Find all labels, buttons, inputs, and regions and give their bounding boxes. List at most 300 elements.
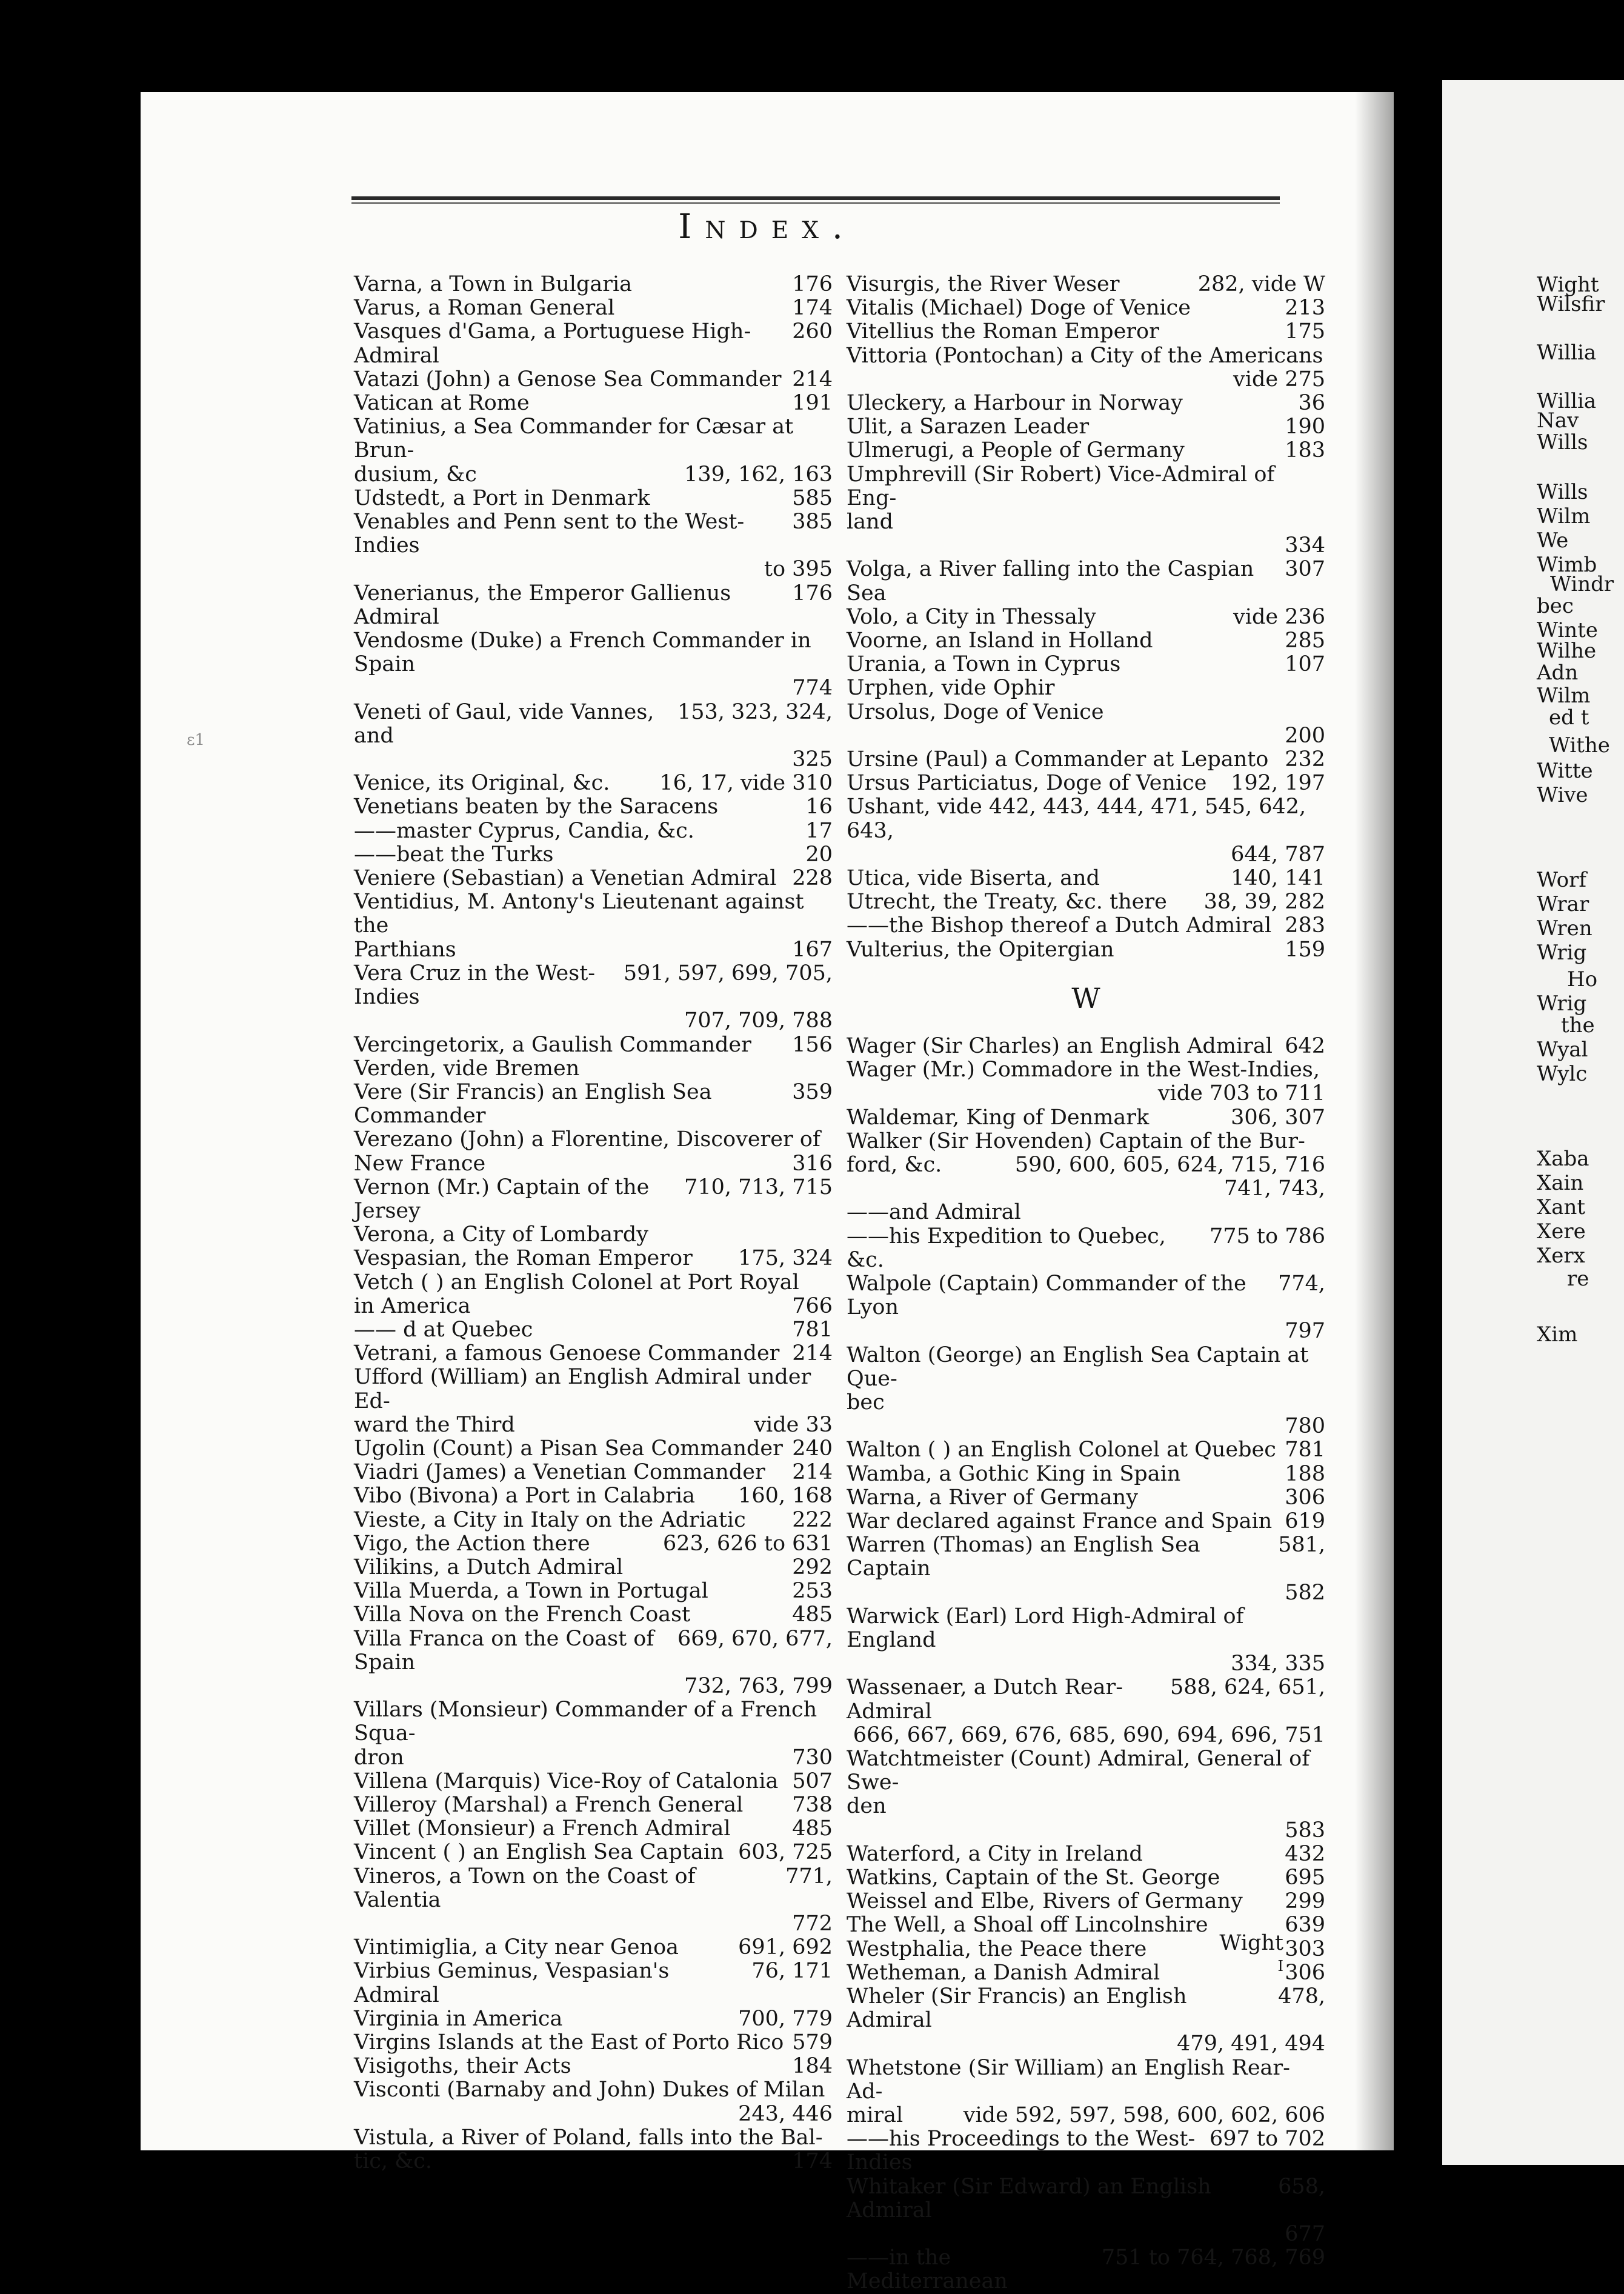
- index-entry: [354, 772, 833, 795]
- entry-pages: 306, 307: [1231, 1105, 1325, 1130]
- entry-heading: Vasques d'Gama, a Portuguese High-Admiral: [354, 319, 751, 368]
- entry-pages: 590, 600, 605, 624, 715, 716: [1014, 1152, 1325, 1177]
- index-entry: [847, 653, 1325, 676]
- entry-pages: 107: [1285, 652, 1325, 677]
- entry-heading: Verden, vide Bremen: [354, 1056, 580, 1081]
- entry-pages: 695: [1285, 1866, 1325, 1890]
- entry-pages: 619: [1285, 1509, 1325, 1533]
- index-entry: [354, 2078, 833, 2126]
- index-entry: [354, 1437, 833, 1461]
- entry-heading: Vespasian, the Roman Emperor: [354, 1246, 693, 1271]
- index-entry: [354, 1793, 833, 1817]
- entry-heading: tic, &c.: [354, 2149, 432, 2174]
- facing-page-text: Windr: [1550, 572, 1614, 596]
- entry-pages: 307: [1285, 557, 1325, 582]
- index-entry: [847, 1035, 1325, 1058]
- entry-pages: 478,: [1278, 1984, 1325, 2009]
- entry-pages-continued: 732, 763, 799: [684, 1673, 833, 1698]
- index-entry: [847, 1130, 1325, 1153]
- entry-heading: Utica, vide Biserta, and: [847, 866, 1100, 891]
- entry-heading: Vendosme (Duke) a French Commander in Spain: [354, 629, 811, 677]
- index-entry: [354, 1817, 833, 1841]
- facing-page-text: Withe: [1549, 733, 1610, 758]
- entry-heading: ——beat the Turks: [354, 842, 554, 867]
- entry-pages-continued: vide 703 to 711: [1157, 1081, 1325, 1106]
- entry-heading: Veniere (Sebastian) a Venetian Admiral: [354, 866, 777, 891]
- facing-page-text: Wrar: [1537, 892, 1589, 916]
- index-entry: [847, 1462, 1325, 1486]
- index-entry: [354, 1770, 833, 1793]
- entry-pages: 76, 171: [751, 1959, 833, 1984]
- facing-page-fragment: [1442, 80, 1624, 2165]
- entry-pages: 184: [792, 2054, 833, 2079]
- facing-page-text: ed t: [1549, 705, 1589, 730]
- index-entry: [354, 1128, 833, 1152]
- facing-page-text: Wren: [1537, 916, 1592, 941]
- index-entry: [847, 439, 1325, 462]
- left-index-column: [354, 273, 833, 2173]
- index-entry: [354, 582, 833, 629]
- index-entry: [354, 795, 833, 819]
- entry-pages: 730: [792, 1745, 833, 1770]
- facing-page-text: Adn: [1537, 661, 1579, 685]
- entry-pages-continued: 666, 667, 669, 676, 685, 690, 694, 696, 751: [853, 1722, 1325, 1747]
- entry-pages: 588, 624, 651,: [1170, 1675, 1325, 1700]
- entry-pages: 299: [1285, 1889, 1325, 1914]
- entry-heading: ——the Bishop thereof a Dutch Admiral: [847, 913, 1272, 938]
- index-entry: [354, 1841, 833, 1864]
- entry-pages: vide 33: [754, 1412, 833, 1437]
- entry-heading: Utrecht, the Treaty, &c. there: [847, 890, 1167, 915]
- entry-heading: Waterford, a City in Ireland: [847, 1841, 1143, 1866]
- index-entry: [354, 1484, 833, 1508]
- entry-heading: Weissel and Elbe, Rivers of Germany: [847, 1889, 1243, 1914]
- entry-pages-continued: 741, 743,: [1224, 1176, 1325, 1201]
- entry-heading: Ulit, a Sarazen Leader: [847, 415, 1090, 439]
- entry-heading: Watkins, Captain of the St. George: [847, 1866, 1220, 1890]
- index-entry: [847, 914, 1325, 938]
- index-entry: [847, 344, 1325, 392]
- index-entry: [354, 1746, 833, 1770]
- index-entry: [847, 1486, 1325, 1510]
- entry-pages-continued: 200: [1285, 723, 1325, 748]
- index-entry: [847, 1985, 1325, 2056]
- entry-heading: Wager (Mr.) Commadore in the West-Indies,: [847, 1058, 1320, 1082]
- entry-heading: Virginia in America: [354, 2006, 563, 2031]
- entry-pages: 190: [1285, 415, 1325, 439]
- entry-pages-continued: 325: [792, 747, 833, 772]
- entry-pages-continued: 479, 491, 494: [1177, 2032, 1325, 2056]
- index-entry: [354, 1603, 833, 1627]
- entry-heading: Venetians beaten by the Saracens: [354, 795, 719, 819]
- entry-pages: 175, 324: [738, 1246, 833, 1271]
- entry-pages: 285: [1285, 629, 1325, 653]
- entry-pages-continued: to 395: [764, 557, 833, 582]
- index-entry: [354, 890, 833, 938]
- entry-heading: Ugolin (Count) a Pisan Sea Commander: [354, 1436, 783, 1461]
- facing-page-text: Wilm: [1537, 684, 1591, 708]
- entry-heading: Wager (Sir Charles) an English Admiral: [847, 1033, 1273, 1058]
- entry-pages: 232: [1285, 747, 1325, 772]
- index-entry: [354, 320, 833, 367]
- entry-pages: 159: [1285, 937, 1325, 962]
- entry-pages: 240: [792, 1436, 833, 1461]
- index-entry: [354, 2031, 833, 2055]
- index-entry: [847, 1225, 1325, 1272]
- entry-pages: 585: [792, 485, 833, 510]
- entry-pages: 591, 597, 699, 705,: [623, 961, 833, 985]
- entry-heading: Vineros, a Town on the Coast of Valentia: [354, 1864, 696, 1912]
- index-entry: [847, 795, 1325, 867]
- index-entry: [847, 867, 1325, 890]
- entry-heading: Ursolus, Doge of Venice: [847, 699, 1104, 724]
- entry-heading: dusium, &c: [354, 462, 477, 487]
- entry-pages: 639: [1285, 1913, 1325, 1938]
- margin-mark: ɛ1: [187, 731, 205, 749]
- entry-heading: Urphen, vide Ophir: [847, 676, 1055, 701]
- entry-pages: 188: [1285, 1461, 1325, 1486]
- entry-pages: 303: [1285, 1936, 1325, 1961]
- index-entry: [354, 1318, 833, 1342]
- entry-heading: Wetheman, a Danish Admiral: [847, 1960, 1160, 1985]
- entry-pages-continued: vide 275: [1233, 367, 1325, 392]
- facing-page-text: Wilhe: [1537, 639, 1597, 663]
- index-entry: [847, 1153, 1325, 1201]
- entry-pages: 766: [792, 1293, 833, 1318]
- entry-pages: 153, 323, 324,: [677, 699, 833, 724]
- entry-heading: Vittoria (Pontochan) a City of the Americans: [847, 343, 1323, 368]
- entry-heading: Vulterius, the Opitergian: [847, 937, 1114, 962]
- entry-pages: vide 236: [1233, 604, 1325, 629]
- entry-pages-continued: 583: [1285, 1818, 1325, 1842]
- entry-pages-continued: 707, 709, 788: [684, 1009, 833, 1033]
- entry-heading: Villars (Monsieur) Commander of a French Squa-: [354, 1698, 817, 1746]
- index-entry: [354, 1698, 833, 1746]
- entry-heading: Vetrani, a famous Genoese Commander: [354, 1341, 780, 1366]
- entry-pages: 700, 779: [738, 2006, 833, 2031]
- entry-heading: Uleckery, a Harbour in Norway: [847, 391, 1183, 416]
- entry-pages: 658,: [1278, 2174, 1325, 2199]
- entry-heading: Voorne, an Island in Holland: [847, 629, 1153, 653]
- index-entry: [847, 2175, 1325, 2247]
- facing-page-text: Wills: [1537, 430, 1588, 455]
- index-entry: [847, 629, 1325, 653]
- entry-heading: Wamba, a Gothic King in Spain: [847, 1461, 1181, 1486]
- entry-heading: Visconti (Barnaby and John) Dukes of Milan: [354, 2078, 825, 2102]
- index-entry: [354, 1556, 833, 1579]
- index-entry: [354, 1295, 833, 1318]
- index-entry: [354, 1081, 833, 1128]
- index-entry: [847, 2246, 1325, 2293]
- entry-heading: Venerianus, the Emperor Gallienus Admiral: [354, 581, 731, 629]
- entry-pages-continued: 334: [1285, 533, 1325, 558]
- index-entry: [354, 2150, 833, 2173]
- entry-heading: Whitaker (Sir Edward) an English Admiral: [847, 2174, 1211, 2222]
- header-rule-thin: [351, 202, 1280, 204]
- index-entry: [847, 415, 1325, 439]
- index-entry: [354, 629, 833, 701]
- entry-pages: vide 592, 597, 598, 600, 602, 606: [963, 2103, 1325, 2128]
- index-entry: [847, 1201, 1325, 1224]
- entry-heading: Ulmerugi, a People of Germany: [847, 438, 1185, 463]
- index-entry: [354, 867, 833, 890]
- entry-pages: 316: [792, 1151, 833, 1176]
- index-entry: [847, 392, 1325, 415]
- facing-page-text: Wimb: [1537, 553, 1597, 577]
- index-entry: [847, 1961, 1325, 1985]
- index-entry: [354, 1936, 833, 1959]
- entry-pages: 669, 670, 677,: [677, 1626, 833, 1651]
- index-entry: [354, 273, 833, 296]
- entry-pages: 579: [792, 2030, 833, 2055]
- index-entry: [354, 1342, 833, 1365]
- index-entry: [354, 1959, 833, 2007]
- entry-pages: 213: [1285, 296, 1325, 321]
- index-entry: [354, 1152, 833, 1176]
- facing-page-text: Willia: [1537, 389, 1597, 413]
- index-entry: [847, 772, 1325, 795]
- entry-heading: Vatinius, a Sea Commander for Cæsar at Brun-: [354, 415, 794, 463]
- index-entry: [847, 1533, 1325, 1605]
- entry-heading: Parthians: [354, 937, 456, 962]
- entry-pages: 160, 168: [738, 1484, 833, 1509]
- entry-pages: 738: [792, 1793, 833, 1817]
- entry-pages: 214: [792, 367, 833, 392]
- index-entry: [354, 1579, 833, 1603]
- index-entry: [354, 1865, 833, 1936]
- index-entry: [847, 605, 1325, 629]
- entry-pages: 214: [792, 1341, 833, 1366]
- entry-pages-continued: 677: [1285, 2222, 1325, 2247]
- entry-pages: 623, 626 to 631: [662, 1531, 833, 1556]
- index-entry: [847, 1391, 1325, 1438]
- index-entry: [354, 487, 833, 510]
- entry-pages: 775 to 786: [1210, 1224, 1325, 1249]
- entry-pages: 222: [792, 1507, 833, 1532]
- index-entry: [847, 1344, 1325, 1391]
- entry-pages: 167: [792, 937, 833, 962]
- index-entry: [354, 368, 833, 392]
- entry-pages: 253: [792, 1579, 833, 1604]
- entry-heading: Westphalia, the Peace there: [847, 1936, 1147, 1961]
- facing-page-text: Wive: [1537, 783, 1588, 807]
- entry-pages: 432: [1285, 1841, 1325, 1866]
- entry-heading: Warren (Thomas) an English Sea Captain: [847, 1533, 1200, 1581]
- entry-pages: 485: [792, 1602, 833, 1627]
- facing-page-text: Wylc: [1537, 1062, 1588, 1086]
- entry-pages: 214: [792, 1460, 833, 1485]
- index-entry: [354, 296, 833, 320]
- entry-heading: The Well, a Shoal off Lincolnshire: [847, 1913, 1208, 1938]
- entry-heading: Vitalis (Michael) Doge of Venice: [847, 296, 1191, 321]
- index-entry: [354, 1247, 833, 1270]
- index-entry: [847, 1272, 1325, 1344]
- entry-pages: 283: [1285, 913, 1325, 938]
- index-entry: [847, 2104, 1325, 2127]
- index-entry: [847, 1747, 1325, 1795]
- catchword: Wight: [1219, 1931, 1283, 1955]
- facing-page-text: Xerx: [1537, 1244, 1585, 1268]
- entry-pages: 581,: [1278, 1533, 1325, 1558]
- facing-page-text: Wyal: [1537, 1038, 1588, 1062]
- facing-page-text: Witte: [1537, 759, 1593, 783]
- index-entry: [354, 1223, 833, 1247]
- entry-heading: ——in the Mediterranean: [847, 2246, 1008, 2294]
- entry-pages: 385: [792, 510, 833, 535]
- index-entry: [847, 1106, 1325, 1130]
- entry-heading: Umphrevill (Sir Robert) Vice-Admiral of Eng-: [847, 462, 1275, 510]
- header-rule-thick: [351, 196, 1280, 200]
- index-entry: [354, 415, 833, 462]
- index-entry: [847, 463, 1325, 510]
- entry-heading: Volo, a City in Thessaly: [847, 604, 1096, 629]
- index-entry: [354, 1627, 833, 1699]
- entry-heading: Visurgis, the River Weser: [847, 272, 1120, 296]
- entry-heading: Vere (Sir Francis) an English Sea Commander: [354, 1079, 712, 1129]
- index-entry: [354, 2055, 833, 2078]
- index-entry: [354, 2007, 833, 2031]
- index-entry: [354, 463, 833, 487]
- entry-heading: land: [847, 510, 894, 535]
- facing-page-text: Ho: [1567, 967, 1598, 992]
- index-entry: [847, 1842, 1325, 1866]
- index-entry: [847, 320, 1325, 344]
- entry-heading: Venice, its Original, &c.: [354, 771, 610, 796]
- entry-pages: 176: [792, 272, 833, 296]
- entry-pages: 781: [792, 1317, 833, 1342]
- index-entry: [847, 2127, 1325, 2175]
- index-entry: [354, 938, 833, 962]
- right-index-column: [847, 273, 1325, 2294]
- index-entry: [847, 1510, 1325, 1533]
- entry-heading: ——his Expedition to Quebec, &c.: [847, 1224, 1166, 1272]
- index-entry: [847, 701, 1325, 748]
- entry-heading: miral: [847, 2103, 904, 2128]
- facing-page-text: Winte: [1537, 618, 1598, 642]
- entry-pages: 771,: [785, 1864, 833, 1889]
- index-entry: [354, 1033, 833, 1057]
- entry-heading: Wheler (Sir Francis) an English Admiral: [847, 1984, 1187, 2033]
- entry-pages: 282, vide W: [1197, 272, 1325, 296]
- entry-heading: Villa Franca on the Coast of Spain: [354, 1626, 654, 1675]
- entry-heading: Walpole (Captain) Commander of the Lyon: [847, 1271, 1246, 1320]
- entry-heading: Vercingetorix, a Gaulish Commander: [354, 1032, 751, 1057]
- index-entry: [354, 510, 833, 582]
- entry-heading: Ufford (William) an English Admiral under Ed-: [354, 1365, 811, 1413]
- entry-heading: Ventidius, M. Antony's Lieutenant against the: [354, 890, 804, 938]
- entry-heading: Vera Cruz in the West-Indies: [354, 961, 596, 1010]
- entry-pages: 175: [1285, 319, 1325, 344]
- entry-pages: 292: [792, 1555, 833, 1579]
- facing-page-text: Wills: [1537, 480, 1588, 504]
- index-entry: [847, 1866, 1325, 1890]
- entry-pages: 139, 162, 163: [684, 462, 833, 487]
- facing-page-text: Xim: [1537, 1322, 1578, 1347]
- index-entry: [847, 1890, 1325, 1913]
- entry-heading: Villa Nova on the French Coast: [354, 1602, 691, 1627]
- entry-heading: Vetch ( ) an English Colonel at Port Royal: [354, 1270, 799, 1295]
- index-entry: [354, 1176, 833, 1223]
- index-entry: [847, 1795, 1325, 1842]
- index-page: [141, 92, 1394, 2294]
- facing-page-text: Wilsfir: [1537, 292, 1605, 316]
- index-entry: [847, 510, 1325, 558]
- entry-pages: 191: [792, 391, 833, 416]
- entry-heading: Vitellius the Roman Emperor: [847, 319, 1159, 344]
- entry-heading: Walker (Sir Hovenden) Captain of the Bur-: [847, 1129, 1305, 1153]
- index-entry: [847, 1438, 1325, 1462]
- entry-pages: 36: [1298, 391, 1325, 416]
- entry-pages-continued: 243, 446: [738, 2101, 833, 2126]
- entry-heading: Vibo (Bivona) a Port in Calabria: [354, 1484, 695, 1509]
- entry-heading: Virgins Islands at the East of Porto Rico: [354, 2030, 784, 2055]
- entry-heading: in America: [354, 1293, 471, 1318]
- entry-heading: Vintimiglia, a City near Genoa: [354, 1935, 679, 1960]
- facing-page-text: Xere: [1537, 1219, 1586, 1244]
- entry-heading: Waldemar, King of Denmark: [847, 1105, 1150, 1130]
- entry-heading: Venables and Penn sent to the West-Indies: [354, 510, 745, 558]
- index-entry: [354, 1461, 833, 1484]
- entry-heading: Verona, a City of Lombardy: [354, 1222, 649, 1247]
- facing-page-text: Worf: [1537, 868, 1586, 892]
- entry-heading: Urania, a Town in Cyprus: [847, 652, 1121, 677]
- index-entry: [354, 819, 833, 843]
- entry-pages: 16: [805, 795, 833, 819]
- index-entry: [354, 1413, 833, 1437]
- index-entry: [354, 701, 833, 772]
- entry-pages: 228: [792, 866, 833, 891]
- index-entry: [847, 273, 1325, 296]
- facing-page-text: Willia: [1537, 341, 1597, 365]
- index-entry: [354, 392, 833, 415]
- facing-page-text: Wrig: [1537, 992, 1587, 1016]
- facing-page-text: Wrig: [1537, 941, 1587, 965]
- entry-heading: Villena (Marquis) Vice-Roy of Catalonia: [354, 1769, 779, 1793]
- entry-pages: 306: [1285, 1485, 1325, 1510]
- index-entry: [354, 1057, 833, 1081]
- entry-pages: 642: [1285, 1033, 1325, 1058]
- entry-pages: 485: [792, 1816, 833, 1841]
- index-entry: [847, 890, 1325, 914]
- index-entry: [847, 1676, 1325, 1747]
- page-title: Index.: [678, 207, 856, 247]
- entry-pages-continued: 772: [792, 1912, 833, 1936]
- entry-heading: Villa Muerda, a Town in Portugal: [354, 1579, 708, 1604]
- entry-heading: War declared against France and Spain: [847, 1509, 1273, 1533]
- entry-heading: Vigo, the Action there: [354, 1531, 590, 1556]
- index-entry: [354, 2126, 833, 2150]
- entry-heading: ford, &c.: [847, 1152, 942, 1177]
- index-entry: [847, 938, 1325, 962]
- entry-pages: 260: [792, 319, 833, 344]
- entry-pages: 781: [1285, 1438, 1325, 1462]
- entry-heading: Veneti of Gaul, vide Vannes, and: [354, 699, 654, 748]
- entry-heading: Wassenaer, a Dutch Rear-Admiral: [847, 1675, 1123, 1724]
- facing-page-text: Nav: [1537, 408, 1579, 433]
- entry-pages-continued: 774: [792, 676, 833, 701]
- entry-heading: Vatazi (John) a Genose Sea Commander: [354, 367, 782, 392]
- facing-page-text: Xant: [1537, 1195, 1586, 1219]
- entry-pages: 174: [792, 296, 833, 321]
- entry-heading: Whetstone (Sir William) an English Rear-Ad-: [847, 2055, 1290, 2104]
- entry-heading: Walton ( ) an English Colonel at Quebec: [847, 1438, 1276, 1462]
- entry-pages: 174: [792, 2149, 833, 2174]
- entry-pages: 507: [792, 1769, 833, 1793]
- entry-pages: 16, 17, vide 310: [659, 771, 833, 796]
- entry-pages: 603, 725: [738, 1840, 833, 1865]
- entry-heading: Udstedt, a Port in Denmark: [354, 485, 650, 510]
- entry-pages: 710, 713, 715: [684, 1175, 833, 1199]
